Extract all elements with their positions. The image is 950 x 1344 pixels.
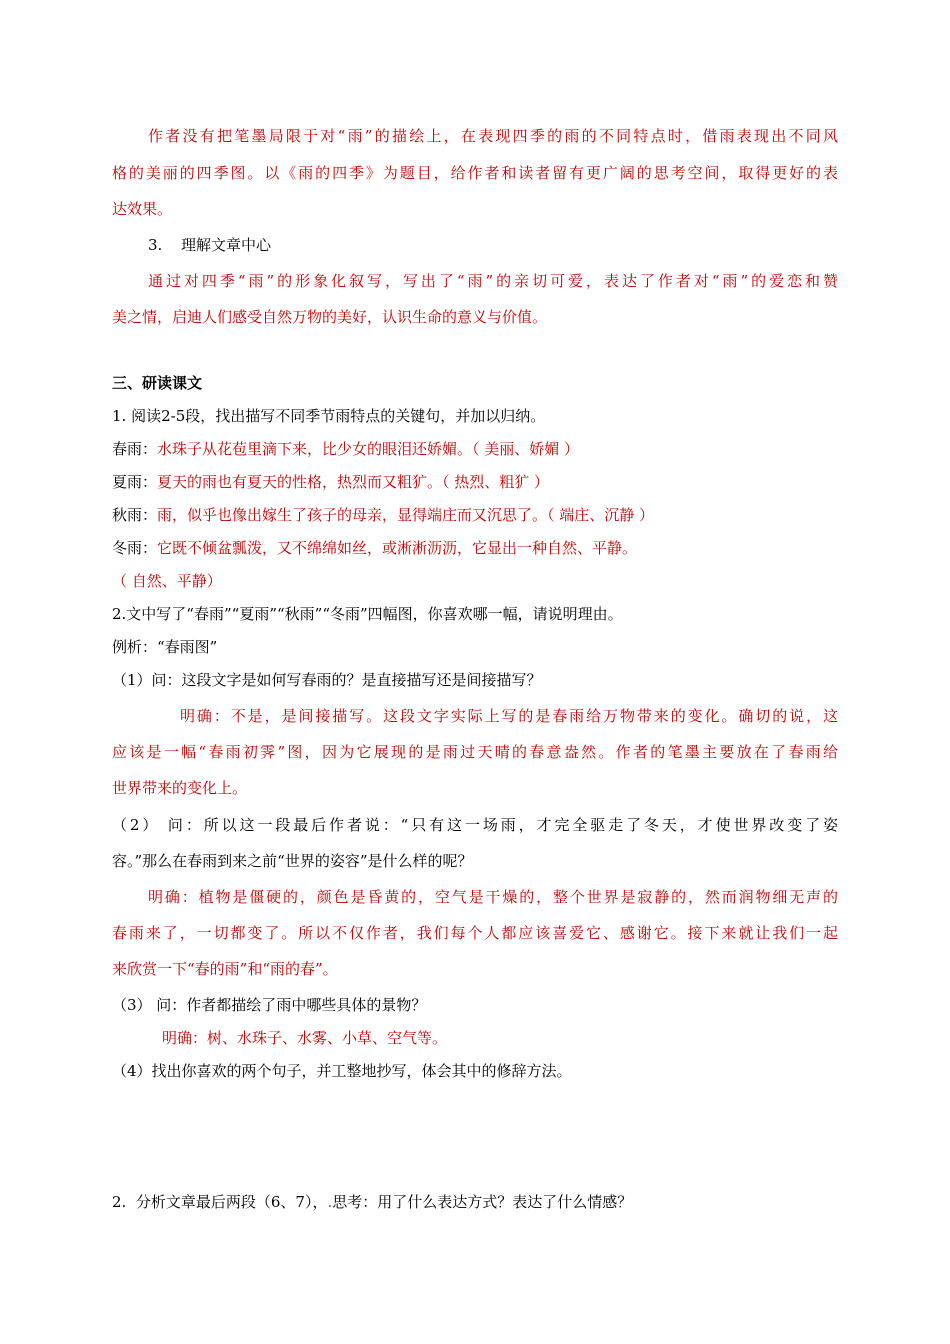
season-winter-label: 冬雨： <box>112 539 158 557</box>
sub-answer-1-line-1: 明确：不是，是间接描写。这段文字实际上写的是春雨给万物带来的变化。确切的说，这 <box>180 707 838 725</box>
intent-para-line-1: 作者没有把笔墨局限于对“雨”的描绘上，在表现四季的雨的不同特点时，借雨表现出不同风 <box>148 127 838 145</box>
season-winter-text: 它既不倾盆瓢泼，又不绵绵如丝，或淅淅沥沥，它显出一种自然、平静。 <box>157 539 638 557</box>
season-autumn-label: 秋雨： <box>112 506 158 524</box>
season-summer <box>112 472 549 492</box>
sub-question-3: （3） 问：作者都描绘了雨中哪些具体的景物？ <box>112 996 427 1014</box>
intent-para-line-2: 格的美丽的四季图。以《雨的四季》为题目，给作者和读者留有更广阔的思考空间，取得更好的表 <box>112 164 838 182</box>
season-autumn-text: 雨，似乎也像出嫁生了孩子的母亲，显得端庄而又沉思了。（ 端庄、沉静 ） <box>157 506 655 524</box>
sub-answer-2-line-1: 明确：植物是僵硬的，颜色是昏黄的，空气是干燥的，整个世界是寂静的，然而润物细无声的 <box>148 888 838 906</box>
season-autumn <box>112 505 654 525</box>
sub-question-2-line-1: （2） 问：所以这一段最后作者说：“只有这一场雨，才完全驱走了冬天，才使世界改变了姿 <box>112 816 838 834</box>
intent-para-line-3: 达效果。 <box>112 200 173 218</box>
analysis-question <box>112 1192 632 1212</box>
sub-question-4: （4）找出你喜欢的两个句子，并工整地抄写，体会其中的修辞方法。 <box>112 1062 572 1080</box>
season-winter <box>112 538 637 558</box>
sub-answer-1-line-2: 应该是一幅“春雨初霁”图，因为它展现的是雨过天晴的春意盎然。作者的笔墨主要放在了春雨给 <box>112 743 838 761</box>
sub-question-2-line-2: 容。”那么在春雨到来之前“世界的姿容”是什么样的呢？ <box>112 852 473 870</box>
question-2: 2.文中写了“春雨”“夏雨”“秋雨”“冬雨”四幅图，你喜欢哪一幅，请说明理由。 <box>112 605 623 623</box>
season-summer-label: 夏雨： <box>112 473 158 491</box>
question-1: 1. 阅读2-5段，找出描写不同季节雨特点的关键句，并加以归纳。 <box>112 407 546 425</box>
item-3-number: 3. <box>148 236 163 254</box>
sub-question-1: （1）问：这段文字是如何写春雨的？是直接描写还是间接描写？ <box>112 671 542 689</box>
season-spring <box>112 439 579 459</box>
sub-answer-2-line-2: 春雨来了，一切都变了。所以不仅作者，我们每个人都应该喜爱它、感谢它。接下来就让我们一起 <box>112 924 838 942</box>
analysis-question-text-a: 分析文章最后两段（6、7）， <box>135 1193 328 1211</box>
season-summer-text: 夏天的雨也有夏天的性格，热烈而又粗犷。（ 热烈、粗犷 ） <box>157 473 550 491</box>
analysis-question-text-b: 思考：用了什么表达方式？表达了什么情感？ <box>332 1193 633 1211</box>
item-3-title: 理解文章中心 <box>181 236 272 254</box>
season-spring-label: 春雨： <box>112 440 158 458</box>
season-spring-text: 水珠子从花苞里滴下来，比少女的眼泪还娇媚。（ 美丽、娇媚 ） <box>157 440 580 458</box>
analysis-question-number: 2. <box>112 1193 127 1211</box>
center-para-line-1: 通过对四季“雨”的形象化叙写，写出了“雨”的亲切可爱，表达了作者对“雨”的爱恋和赞 <box>148 272 838 290</box>
sub-answer-2-line-3: 来欣赏一下“春的雨”和“雨的春”。 <box>112 960 338 978</box>
sub-answer-3: 明确：树、水珠子、水雾、小草、空气等。 <box>162 1029 448 1047</box>
center-para-line-2: 美之情，启迪人们感受自然万物的美好，认识生命的意义与价值。 <box>112 308 548 326</box>
sub-answer-1-line-3: 世界带来的变化上。 <box>112 779 248 797</box>
analysis-question-mark: . <box>327 1193 333 1211</box>
example-label: 例析：“春雨图” <box>112 638 218 656</box>
season-winter-answer: （ 自然、平静） <box>112 572 222 590</box>
section-3-heading: 三、研读课文 <box>112 374 203 392</box>
